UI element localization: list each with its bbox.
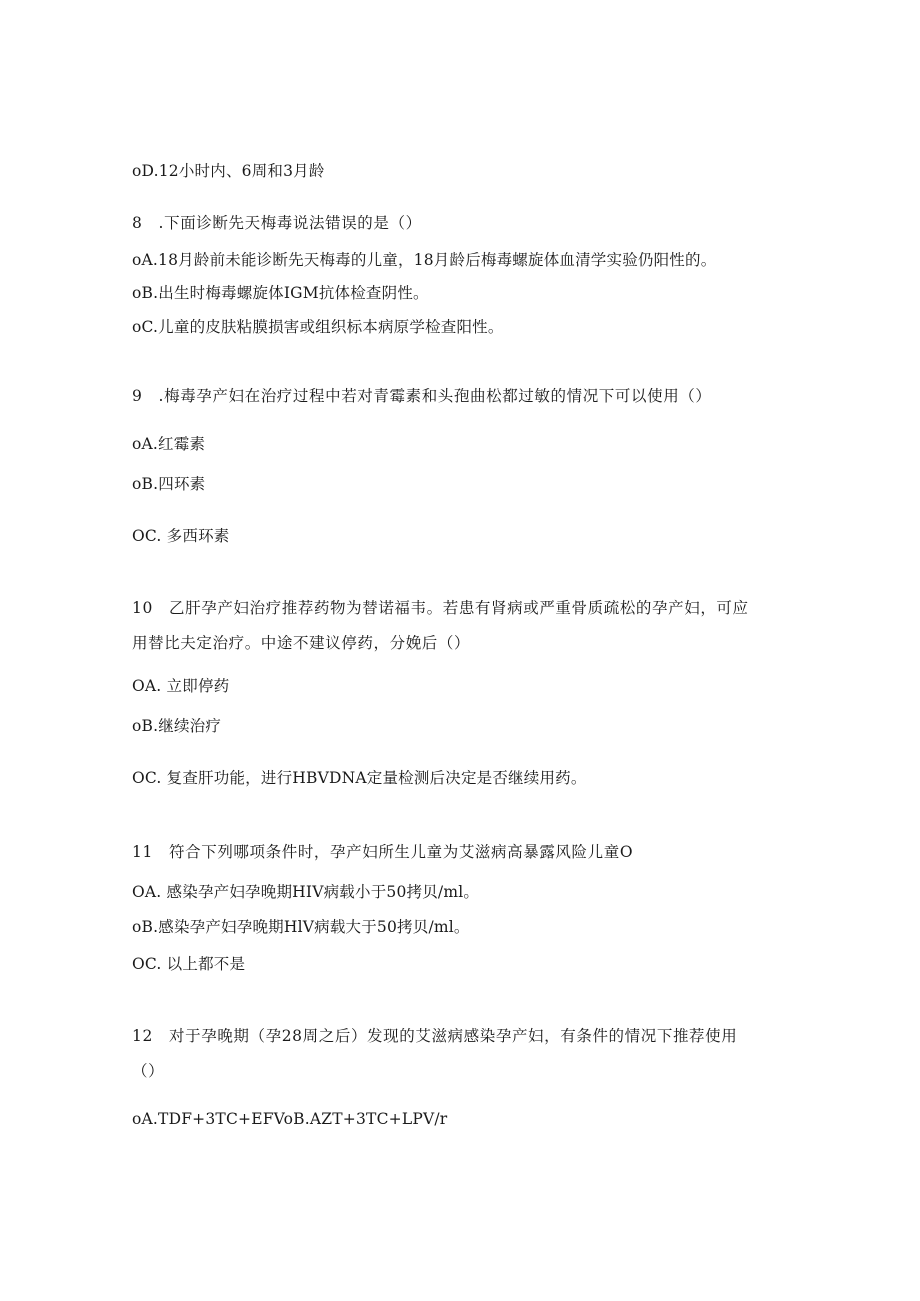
option-10-c: OC. 复查肝功能，进行HBVDNA定量检测后决定是否继续用药。 xyxy=(132,769,587,787)
question-10-line-1: 10 乙肝孕产妇治疗推荐药物为替诺福韦。若患有肾病或严重骨质疏松的孕产妇，可应 xyxy=(132,599,749,617)
question-10-line-2: 用替比夫定治疗。中途不建议停药，分娩后（） xyxy=(132,634,471,652)
question-8: 8 .下面诊断先天梅毒说法错误的是（） xyxy=(132,214,422,232)
question-12-line-1: 12 对于孕晚期（孕28周之后）发现的艾滋病感染孕产妇，有条件的情况下推荐使用 xyxy=(132,1027,738,1045)
option-11-b: oB.感染孕产妇孕晚期HlV病载大于50拷贝/ml。 xyxy=(132,918,470,936)
option-10-a: OA. 立即停药 xyxy=(132,677,230,695)
question-12-line-2: （） xyxy=(132,1062,165,1080)
option-9-c: OC. 多西环素 xyxy=(132,527,230,545)
option-9-b: oB.四环素 xyxy=(132,475,206,493)
question-9: 9 .梅毒孕产妇在治疗过程中若对青霉素和头孢曲松都过敏的情况下可以使用（） xyxy=(132,387,712,405)
option-11-a: OA. 感染孕产妇孕晚期HIV病载小于50拷贝/ml。 xyxy=(132,883,480,901)
question-11: 11 符合下列哪项条件时，孕产妇所生儿童为艾滋病高暴露风险儿童O xyxy=(132,843,634,861)
option-8-a: oA.18月龄前未能诊断先天梅毒的儿童，18月龄后梅毒螺旋体血清学实验仍阳性的。 xyxy=(132,251,717,269)
option-11-c: OC. 以上都不是 xyxy=(132,955,246,973)
option-7-d: oD.12小时内、6周和3月龄 xyxy=(132,162,325,180)
option-12-ab: oA.TDF+3TC+EFVoB.AZT+3TC+LPV/r xyxy=(132,1110,448,1128)
option-8-c: oC.儿童的皮肤粘膜损害或组织标本病原学检查阳性。 xyxy=(132,318,504,336)
option-8-b: oB.出生时梅毒螺旋体IGM抗体检查阴性。 xyxy=(132,284,429,302)
option-9-a: oA.红霉素 xyxy=(132,435,206,453)
option-10-b: oB.继续治疗 xyxy=(132,717,222,735)
